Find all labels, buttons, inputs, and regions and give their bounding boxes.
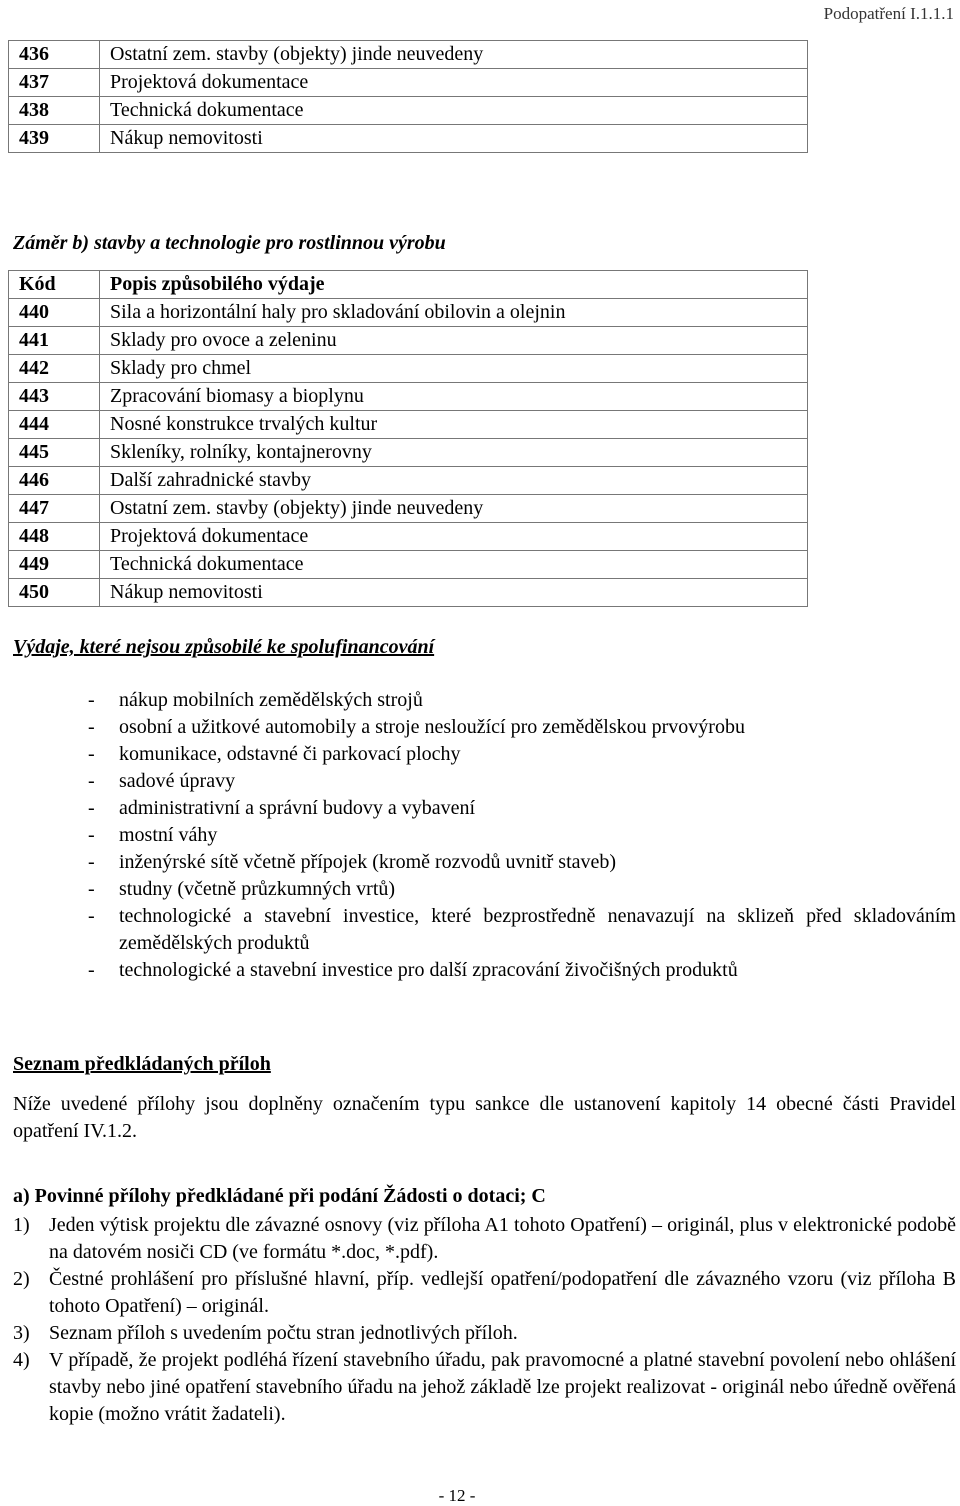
- row-code: 436: [9, 41, 100, 69]
- list-item-text: nákup mobilních zemědělských strojů: [119, 689, 423, 711]
- list-item-text: technologické a stavební investice pro další zpracování živočišných produktů: [119, 959, 738, 981]
- list-item: [88, 822, 956, 849]
- row-description: Ostatní zem. stavby (objekty) jinde neuvedeny: [100, 41, 808, 69]
- row-code: 443: [9, 383, 100, 411]
- dash-bullet: -: [88, 689, 95, 711]
- section-title-attachments: Seznam předkládaných příloh: [13, 1053, 271, 1075]
- section-title-plan-b: Záměr b) stavby a technologie pro rostlinnou výrobu: [13, 232, 446, 254]
- codes-table-continued: [8, 40, 808, 153]
- row-description: Skleníky, rolníky, kontajnerovny: [100, 439, 808, 467]
- row-code: 446: [9, 467, 100, 495]
- row-description: Zpracování biomasy a bioplynu: [100, 383, 808, 411]
- list-item: [88, 714, 956, 741]
- list-item: [88, 687, 956, 714]
- row-code: 445: [9, 439, 100, 467]
- row-code: 439: [9, 125, 100, 153]
- list-item-text: studny (včetně průzkumných vrtů): [119, 878, 396, 900]
- list-item-text: Čestné prohlášení pro příslušné hlavní, příp. vedlejší opatření/podopatření dle závazného vzoru (viz příloha B tohoto Opatření) – originál.: [49, 1268, 956, 1317]
- list-item-text: komunikace, odstavné či parkovací plochy: [119, 743, 461, 765]
- table-header-row: [9, 271, 808, 299]
- ineligible-expenses-list: [88, 687, 956, 984]
- mandatory-attachments-list: [13, 1212, 956, 1428]
- list-item: [88, 849, 956, 876]
- row-description: Technická dokumentace: [100, 551, 808, 579]
- row-code: 447: [9, 495, 100, 523]
- list-item: [88, 741, 956, 768]
- list-item: [13, 1266, 956, 1320]
- list-item: [13, 1320, 956, 1347]
- header-code: Kód: [9, 271, 100, 299]
- table-row: [9, 327, 808, 355]
- table-row: [9, 579, 808, 607]
- row-description: Nákup nemovitosti: [100, 125, 808, 153]
- dash-bullet: -: [88, 878, 95, 900]
- list-item-text: sadové úpravy: [119, 770, 236, 792]
- mandatory-attachments-title: a) Povinné přílohy předkládané při podání Žádosti o dotaci; C: [13, 1185, 546, 1207]
- list-item: [13, 1347, 956, 1428]
- table-row: [9, 495, 808, 523]
- list-item-text: technologické a stavební investice, které bezprostředně nenavazují na sklizeň před skladováním zemědělských produktů: [119, 905, 956, 954]
- row-code: 441: [9, 327, 100, 355]
- list-item-text: V případě, že projekt podléhá řízení stavebního úřadu, pak pravomocné a platné stavební povolení nebo ohlášení stavby nebo jiné opatření stavebního úřadu na jehož základě lze projekt realizovat - originál nebo úředně ověřená kopie (možno vrátit žadateli).: [49, 1349, 956, 1425]
- row-description: Sklady pro ovoce a zeleninu: [100, 327, 808, 355]
- table-row: [9, 69, 808, 97]
- dash-bullet: -: [88, 959, 95, 981]
- row-description: Další zahradnické stavby: [100, 467, 808, 495]
- table-row: [9, 383, 808, 411]
- list-number: 2): [13, 1268, 30, 1290]
- list-item-text: Seznam příloh s uvedením počtu stran jednotlivých příloh.: [49, 1322, 518, 1344]
- list-item: [88, 768, 956, 795]
- list-item-text: inženýrské sítě včetně přípojek (kromě rozvodů uvnitř staveb): [119, 851, 617, 873]
- table-row: [9, 41, 808, 69]
- list-number: 1): [13, 1214, 30, 1236]
- table-row: [9, 97, 808, 125]
- row-code: 449: [9, 551, 100, 579]
- row-description: Sklady pro chmel: [100, 355, 808, 383]
- list-number: 3): [13, 1322, 30, 1344]
- table-row: [9, 355, 808, 383]
- list-item: [88, 957, 956, 984]
- dash-bullet: -: [88, 905, 95, 927]
- list-item: [13, 1212, 956, 1266]
- table-row: [9, 299, 808, 327]
- row-description: Sila a horizontální haly pro skladování obilovin a olejnin: [100, 299, 808, 327]
- header-description: Popis způsobilého výdaje: [100, 271, 808, 299]
- row-code: 448: [9, 523, 100, 551]
- list-item-text: osobní a užitkové automobily a stroje nesloužící pro zemědělskou prvovýrobu: [119, 716, 745, 738]
- row-code: 450: [9, 579, 100, 607]
- row-description: Nosné konstrukce trvalých kultur: [100, 411, 808, 439]
- attachments-intro: Níže uvedené přílohy jsou doplněny označením typu sankce dle ustanovení kapitoly 14 obecné části Pravidel opatření IV.1.2.: [13, 1093, 956, 1142]
- table-row: [9, 551, 808, 579]
- list-item-text: administrativní a správní budovy a vybavení: [119, 797, 476, 819]
- row-code: 442: [9, 355, 100, 383]
- page-number: - 12 -: [438, 1486, 476, 1505]
- page-reference: Podopatření I.1.1.1: [823, 4, 954, 23]
- row-description: Nákup nemovitosti: [100, 579, 808, 607]
- row-description: Ostatní zem. stavby (objekty) jinde neuvedeny: [100, 495, 808, 523]
- list-item-text: Jeden výtisk projektu dle závazné osnovy (viz příloha A1 tohoto Opatření) – originál, plus v elektronické podobě na datovém nosiči CD (ve formátu *.doc, *.pdf).: [49, 1214, 956, 1263]
- dash-bullet: -: [88, 797, 95, 819]
- table-row: [9, 439, 808, 467]
- row-code: 444: [9, 411, 100, 439]
- list-item: [88, 876, 956, 903]
- table-row: [9, 125, 808, 153]
- dash-bullet: -: [88, 743, 95, 765]
- list-item-text: mostní váhy: [119, 824, 218, 846]
- row-code: 440: [9, 299, 100, 327]
- codes-table-plan-b: [8, 270, 808, 607]
- list-item: [88, 795, 956, 822]
- section-title-ineligible: Výdaje, které nejsou způsobilé ke spolufinancování: [13, 636, 435, 658]
- row-description: Projektová dokumentace: [100, 523, 808, 551]
- dash-bullet: -: [88, 824, 95, 846]
- dash-bullet: -: [88, 770, 95, 792]
- table-row: [9, 523, 808, 551]
- dash-bullet: -: [88, 716, 95, 738]
- row-code: 437: [9, 69, 100, 97]
- list-number: 4): [13, 1349, 30, 1371]
- list-item: [88, 903, 956, 957]
- dash-bullet: -: [88, 851, 95, 873]
- row-code: 438: [9, 97, 100, 125]
- row-description: Technická dokumentace: [100, 97, 808, 125]
- row-description: Projektová dokumentace: [100, 69, 808, 97]
- table-row: [9, 467, 808, 495]
- table-row: [9, 411, 808, 439]
